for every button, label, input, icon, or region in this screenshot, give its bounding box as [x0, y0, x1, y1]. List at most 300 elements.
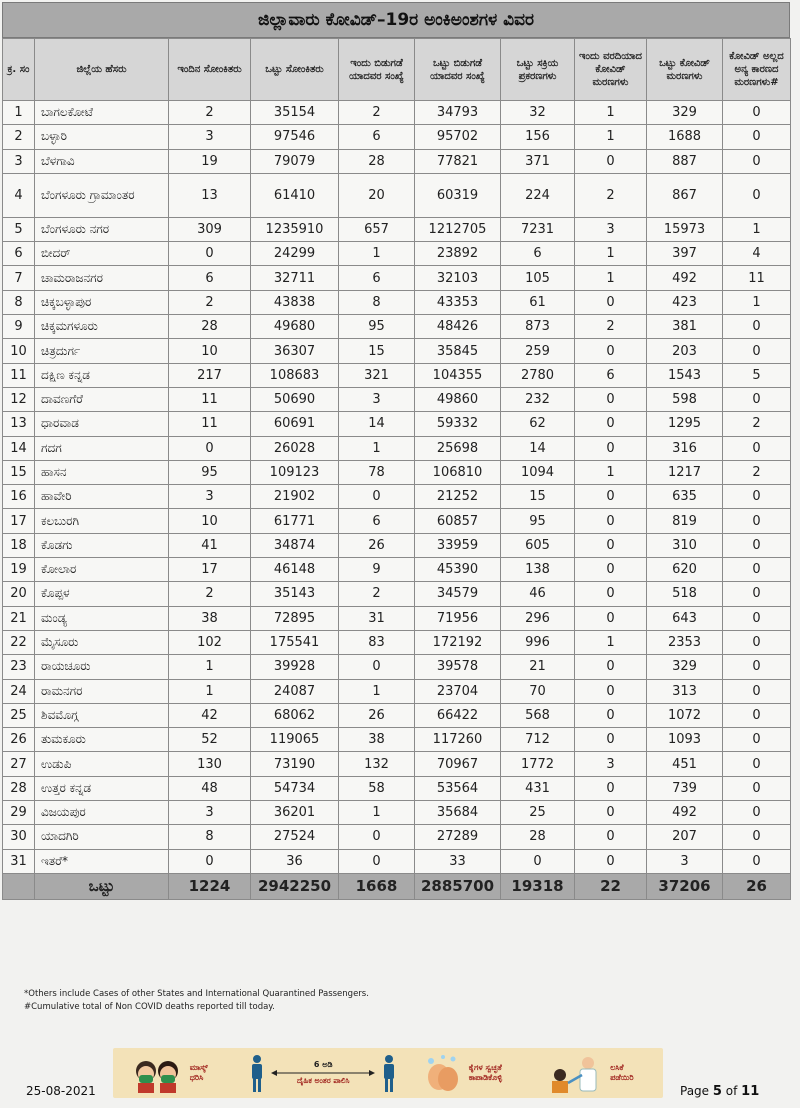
cell-total-deaths: 643: [647, 606, 723, 630]
cell-active-cases: 62: [501, 412, 575, 436]
cell-today-cases: 13: [169, 173, 251, 217]
cell-district: ರಾಯಚೂರು: [35, 655, 169, 679]
cell-non-covid-deaths: 0: [723, 339, 791, 363]
cell-today-deaths: 0: [575, 149, 647, 173]
cell-active-cases: 46: [501, 582, 575, 606]
cell-non-covid-deaths: 0: [723, 703, 791, 727]
cell-today-cases: 309: [169, 217, 251, 241]
district-covid-table: [2, 38, 791, 900]
cell-today-deaths: 1: [575, 125, 647, 149]
cell-non-covid-deaths: 0: [723, 825, 791, 849]
table-row: [3, 125, 791, 149]
banner-vaccine-label: ಲಸಿಕೆ ಪಡೆಯಿರಿ: [610, 1063, 634, 1082]
cell-today-discharged: 2: [339, 101, 415, 125]
cell-today-cases: 8: [169, 825, 251, 849]
cell-non-covid-deaths: 0: [723, 801, 791, 825]
cell-today-deaths: 1: [575, 242, 647, 266]
cell-today-cases: 1: [169, 679, 251, 703]
page-prefix: Page: [680, 1084, 710, 1098]
header-total-discharged: ಒಟ್ಟು ಬಿಡುಗಡೆ ಯಾದವರ ಸಂಖ್ಯೆ: [415, 39, 501, 101]
footnotes: [24, 988, 369, 1014]
cell-today-deaths: 0: [575, 558, 647, 582]
cell-total-cases: 24087: [251, 679, 339, 703]
cell-today-discharged: 6: [339, 509, 415, 533]
cell-serial: 26: [3, 728, 35, 752]
cell-total-cases: 97546: [251, 125, 339, 149]
cell-today-deaths: 0: [575, 387, 647, 411]
total-active-cases: 19318: [501, 873, 575, 899]
cell-active-cases: 1772: [501, 752, 575, 776]
cell-district: ಕಲಬುರಗಿ: [35, 509, 169, 533]
cell-total-deaths: 1093: [647, 728, 723, 752]
cell-active-cases: 224: [501, 173, 575, 217]
cell-total-cases: 79079: [251, 149, 339, 173]
cell-non-covid-deaths: 0: [723, 679, 791, 703]
cell-total-discharged: 77821: [415, 149, 501, 173]
table-header-row: [3, 39, 791, 101]
cell-serial: 9: [3, 315, 35, 339]
distance-marker: [271, 1060, 375, 1086]
person-icon: [249, 1053, 265, 1093]
cell-today-discharged: 83: [339, 630, 415, 654]
cell-today-discharged: 3: [339, 387, 415, 411]
cell-total-discharged: 27289: [415, 825, 501, 849]
cell-today-cases: 48: [169, 776, 251, 800]
cell-non-covid-deaths: 0: [723, 509, 791, 533]
cell-active-cases: 138: [501, 558, 575, 582]
cell-non-covid-deaths: 0: [723, 606, 791, 630]
cell-today-cases: 10: [169, 339, 251, 363]
cell-active-cases: 605: [501, 533, 575, 557]
person-icon-2: [381, 1053, 397, 1093]
cell-today-discharged: 657: [339, 217, 415, 241]
total-serial: [3, 873, 35, 899]
table-row: [3, 217, 791, 241]
cell-total-discharged: 23892: [415, 242, 501, 266]
cell-total-discharged: 48426: [415, 315, 501, 339]
cell-today-cases: 3: [169, 485, 251, 509]
cell-active-cases: 70: [501, 679, 575, 703]
banner-distance: [249, 1053, 397, 1093]
cell-serial: 23: [3, 655, 35, 679]
report-date: 25-08-2021: [26, 1084, 96, 1098]
cell-today-deaths: 0: [575, 290, 647, 314]
cell-non-covid-deaths: 0: [723, 436, 791, 460]
cell-today-deaths: 0: [575, 728, 647, 752]
cell-total-deaths: 3: [647, 849, 723, 873]
cell-active-cases: 61: [501, 290, 575, 314]
total-non-covid-deaths: 26: [723, 873, 791, 899]
cell-serial: 30: [3, 825, 35, 849]
page-current: 5: [712, 1084, 722, 1099]
cell-today-cases: 38: [169, 606, 251, 630]
cell-serial: 19: [3, 558, 35, 582]
cell-non-covid-deaths: 0: [723, 533, 791, 557]
cell-active-cases: 95: [501, 509, 575, 533]
cell-non-covid-deaths: 2: [723, 460, 791, 484]
cell-total-deaths: 620: [647, 558, 723, 582]
total-today-deaths: 22: [575, 873, 647, 899]
cell-today-deaths: 1: [575, 266, 647, 290]
cell-district: ಬೀದರ್: [35, 242, 169, 266]
cell-total-discharged: 106810: [415, 460, 501, 484]
cell-today-discharged: 6: [339, 266, 415, 290]
cell-district: ಯಾದಗಿರಿ: [35, 825, 169, 849]
cell-total-cases: 27524: [251, 825, 339, 849]
cell-active-cases: 28: [501, 825, 575, 849]
cell-total-cases: 109123: [251, 460, 339, 484]
cell-today-deaths: 1: [575, 630, 647, 654]
cell-today-discharged: 78: [339, 460, 415, 484]
cell-total-deaths: 635: [647, 485, 723, 509]
banner-mask-label: ಮಾಸ್ಕ್ ಧರಿಸಿ: [189, 1063, 208, 1082]
cell-total-discharged: 23704: [415, 679, 501, 703]
cell-total-discharged: 1212705: [415, 217, 501, 241]
cell-today-deaths: 1: [575, 460, 647, 484]
cell-today-cases: 0: [169, 849, 251, 873]
table-row: [3, 849, 791, 873]
page-title: ಜಿಲ್ಲಾವಾರು ಕೋವಿಡ್–19ರ ಅಂಕಿಅಂಶಗಳ ವಿವರ: [2, 2, 790, 38]
cell-total-cases: 1235910: [251, 217, 339, 241]
table-row: [3, 728, 791, 752]
cell-today-deaths: 3: [575, 217, 647, 241]
cell-total-deaths: 492: [647, 801, 723, 825]
cell-total-cases: 35143: [251, 582, 339, 606]
cell-serial: 22: [3, 630, 35, 654]
cell-district: ಕೋಲಾರ: [35, 558, 169, 582]
cell-non-covid-deaths: 1: [723, 290, 791, 314]
cell-total-deaths: 518: [647, 582, 723, 606]
cell-today-cases: 3: [169, 125, 251, 149]
cell-total-deaths: 381: [647, 315, 723, 339]
footnote-others: *Others include Cases of other States and International Quarantined Passengers.: [24, 989, 369, 999]
cell-total-cases: 24299: [251, 242, 339, 266]
cell-total-deaths: 1217: [647, 460, 723, 484]
header-today-deaths: ಇಂದು ವರದಿಯಾದ ಕೋವಿಡ್ ಮರಣಗಳು: [575, 39, 647, 101]
total-row: [3, 873, 791, 899]
cell-district: ಚಿತ್ರದುರ್ಗ: [35, 339, 169, 363]
cell-serial: 18: [3, 533, 35, 557]
total-total-discharged: 2885700: [415, 873, 501, 899]
cell-total-cases: 175541: [251, 630, 339, 654]
report-page: [2, 2, 790, 900]
cell-total-deaths: 739: [647, 776, 723, 800]
table-row: [3, 533, 791, 557]
cell-today-cases: 42: [169, 703, 251, 727]
cell-today-deaths: 0: [575, 339, 647, 363]
cell-district: ಮಂಡ್ಯ: [35, 606, 169, 630]
cell-total-cases: 61771: [251, 509, 339, 533]
total-total-cases: 2942250: [251, 873, 339, 899]
cell-total-cases: 35154: [251, 101, 339, 125]
cell-active-cases: 2780: [501, 363, 575, 387]
cell-serial: 21: [3, 606, 35, 630]
cell-district: ಕೊಡಗು: [35, 533, 169, 557]
cell-active-cases: 996: [501, 630, 575, 654]
banner-vaccine: [546, 1053, 644, 1093]
cell-serial: 14: [3, 436, 35, 460]
total-today-cases: 1224: [169, 873, 251, 899]
cell-district: ವಿಜಯಪುರ: [35, 801, 169, 825]
cell-total-deaths: 316: [647, 436, 723, 460]
cell-today-discharged: 0: [339, 485, 415, 509]
table-row: [3, 485, 791, 509]
cell-total-cases: 119065: [251, 728, 339, 752]
cell-today-deaths: 2: [575, 173, 647, 217]
header-today-discharged: ಇಂದು ಬಿಡುಗಡೆ ಯಾದವರ ಸಂಖ್ಯೆ: [339, 39, 415, 101]
banner-hands-label: ಕೈಗಳ ಸ್ವಚ್ಛತೆ ಕಾಪಾಡಿಕೊಳ್ಳಿ: [468, 1063, 503, 1082]
cell-today-deaths: 0: [575, 436, 647, 460]
cell-total-discharged: 33959: [415, 533, 501, 557]
cell-total-discharged: 33: [415, 849, 501, 873]
cell-total-cases: 73190: [251, 752, 339, 776]
cell-total-discharged: 35684: [415, 801, 501, 825]
table-row: [3, 460, 791, 484]
cell-today-cases: 28: [169, 315, 251, 339]
cell-active-cases: 14: [501, 436, 575, 460]
cell-non-covid-deaths: 4: [723, 242, 791, 266]
cell-today-cases: 130: [169, 752, 251, 776]
cell-non-covid-deaths: 0: [723, 728, 791, 752]
cell-district: ಚಿಕ್ಕಬಳ್ಳಾಪುರ: [35, 290, 169, 314]
cell-total-deaths: 15973: [647, 217, 723, 241]
table-row: [3, 149, 791, 173]
cell-total-cases: 61410: [251, 173, 339, 217]
page-total: 11: [741, 1084, 760, 1099]
total-label: ಒಟ್ಟು: [35, 873, 169, 899]
cell-total-discharged: 60319: [415, 173, 501, 217]
cell-total-cases: 68062: [251, 703, 339, 727]
cell-today-cases: 6: [169, 266, 251, 290]
distance-value: 6 ಅಡಿ: [313, 1060, 333, 1069]
cell-non-covid-deaths: 11: [723, 266, 791, 290]
cell-total-cases: 46148: [251, 558, 339, 582]
cell-total-discharged: 95702: [415, 125, 501, 149]
cell-today-discharged: 0: [339, 825, 415, 849]
cell-district: ಧಾರವಾಡ: [35, 412, 169, 436]
cell-active-cases: 6: [501, 242, 575, 266]
cell-total-discharged: 49860: [415, 387, 501, 411]
cell-total-cases: 54734: [251, 776, 339, 800]
cell-serial: 16: [3, 485, 35, 509]
cell-total-deaths: 203: [647, 339, 723, 363]
cell-district: ದಾವಣಗೆರೆ: [35, 387, 169, 411]
cell-total-deaths: 867: [647, 173, 723, 217]
table-row: [3, 290, 791, 314]
cell-non-covid-deaths: 0: [723, 125, 791, 149]
cell-today-deaths: 0: [575, 801, 647, 825]
cell-today-cases: 0: [169, 242, 251, 266]
cell-today-discharged: 20: [339, 173, 415, 217]
cell-non-covid-deaths: 0: [723, 630, 791, 654]
cell-district: ದಕ್ಷಿಣ ಕನ್ನಡ: [35, 363, 169, 387]
cell-non-covid-deaths: 0: [723, 149, 791, 173]
cell-total-deaths: 492: [647, 266, 723, 290]
distance-label: ದೈಹಿಕ ಅಂತರ ಪಾಲಿಸಿ: [296, 1076, 350, 1085]
cell-today-cases: 95: [169, 460, 251, 484]
banner-hands: [423, 1053, 521, 1093]
cell-total-discharged: 59332: [415, 412, 501, 436]
cell-today-deaths: 0: [575, 412, 647, 436]
cell-active-cases: 7231: [501, 217, 575, 241]
cell-serial: 3: [3, 149, 35, 173]
page-number: [680, 1084, 759, 1099]
table-row: [3, 173, 791, 217]
cell-today-deaths: 0: [575, 582, 647, 606]
cell-non-covid-deaths: 0: [723, 776, 791, 800]
cell-total-cases: 60691: [251, 412, 339, 436]
cell-district: ಬೆಂಗಳೂರು ನಗರ: [35, 217, 169, 241]
table-row: [3, 752, 791, 776]
cell-total-deaths: 1543: [647, 363, 723, 387]
cell-today-cases: 2: [169, 101, 251, 125]
cell-district: ತುಮಕೂರು: [35, 728, 169, 752]
table-body: [3, 101, 791, 874]
cell-today-cases: 2: [169, 290, 251, 314]
cell-today-discharged: 1: [339, 242, 415, 266]
cell-active-cases: 232: [501, 387, 575, 411]
cell-total-discharged: 35845: [415, 339, 501, 363]
header-serial: ಕ್ರ. ಸಂ: [3, 39, 35, 101]
cell-total-cases: 43838: [251, 290, 339, 314]
masked-faces-icon: [132, 1053, 184, 1093]
cell-today-discharged: 26: [339, 533, 415, 557]
banner-mask: [132, 1053, 224, 1093]
cell-today-discharged: 1: [339, 436, 415, 460]
cell-serial: 12: [3, 387, 35, 411]
cell-total-deaths: 1295: [647, 412, 723, 436]
cell-total-deaths: 1688: [647, 125, 723, 149]
table-row: [3, 703, 791, 727]
cell-non-covid-deaths: 0: [723, 485, 791, 509]
cell-today-cases: 10: [169, 509, 251, 533]
cell-active-cases: 25: [501, 801, 575, 825]
table-row: [3, 801, 791, 825]
cell-non-covid-deaths: 0: [723, 173, 791, 217]
table-row: [3, 509, 791, 533]
cell-total-discharged: 172192: [415, 630, 501, 654]
cell-active-cases: 21: [501, 655, 575, 679]
table-row: [3, 101, 791, 125]
cell-serial: 25: [3, 703, 35, 727]
cell-total-cases: 36201: [251, 801, 339, 825]
cell-serial: 15: [3, 460, 35, 484]
cell-today-discharged: 38: [339, 728, 415, 752]
cell-today-deaths: 0: [575, 655, 647, 679]
cell-active-cases: 156: [501, 125, 575, 149]
cell-district: ಬೆಂಗಳೂರು ಗ್ರಾಮಾಂತರ: [35, 173, 169, 217]
cell-today-deaths: 0: [575, 485, 647, 509]
cell-today-cases: 217: [169, 363, 251, 387]
cell-district: ಹಾವೇರಿ: [35, 485, 169, 509]
cell-serial: 28: [3, 776, 35, 800]
cell-serial: 6: [3, 242, 35, 266]
cell-total-deaths: 598: [647, 387, 723, 411]
cell-non-covid-deaths: 2: [723, 412, 791, 436]
cell-today-discharged: 28: [339, 149, 415, 173]
table-row: [3, 436, 791, 460]
table-row: [3, 776, 791, 800]
cell-total-discharged: 117260: [415, 728, 501, 752]
cell-today-discharged: 95: [339, 315, 415, 339]
cell-district: ಶಿವಮೊಗ್ಗ: [35, 703, 169, 727]
cell-district: ಉತ್ತರ ಕನ್ನಡ: [35, 776, 169, 800]
cell-serial: 7: [3, 266, 35, 290]
cell-active-cases: 371: [501, 149, 575, 173]
cell-non-covid-deaths: 1: [723, 217, 791, 241]
cell-today-discharged: 132: [339, 752, 415, 776]
cell-today-cases: 52: [169, 728, 251, 752]
cell-non-covid-deaths: 5: [723, 363, 791, 387]
cell-non-covid-deaths: 0: [723, 558, 791, 582]
cell-active-cases: 431: [501, 776, 575, 800]
cell-today-cases: 11: [169, 412, 251, 436]
cell-active-cases: 105: [501, 266, 575, 290]
cell-active-cases: 15: [501, 485, 575, 509]
header-non-covid-deaths: ಕೋವಿಡ್ ಅಲ್ಲದ ಅನ್ಯ ಕಾರಣದ ಮರಣಗಳು#: [723, 39, 791, 101]
cell-total-discharged: 60857: [415, 509, 501, 533]
cell-district: ಗದಗ: [35, 436, 169, 460]
cell-today-deaths: 1: [575, 101, 647, 125]
cell-today-discharged: 14: [339, 412, 415, 436]
cell-today-cases: 2: [169, 582, 251, 606]
cell-active-cases: 0: [501, 849, 575, 873]
cell-total-discharged: 70967: [415, 752, 501, 776]
cell-total-deaths: 887: [647, 149, 723, 173]
cell-today-deaths: 0: [575, 606, 647, 630]
cell-today-cases: 11: [169, 387, 251, 411]
cell-active-cases: 712: [501, 728, 575, 752]
cell-today-discharged: 9: [339, 558, 415, 582]
cell-district: ಕೊಪ್ಪಳ: [35, 582, 169, 606]
header-today-cases: ಇಂದಿನ ಸೋಂಕಿತರು: [169, 39, 251, 101]
cell-today-discharged: 8: [339, 290, 415, 314]
cell-today-cases: 102: [169, 630, 251, 654]
cell-serial: 29: [3, 801, 35, 825]
cell-today-deaths: 6: [575, 363, 647, 387]
cell-district: ಚಾಮರಾಜನಗರ: [35, 266, 169, 290]
cell-district: ಬಾಗಲಕೋಟೆ: [35, 101, 169, 125]
cell-district: ಚಿಕ್ಕಮಗಳೂರು: [35, 315, 169, 339]
cell-today-cases: 1: [169, 655, 251, 679]
table-row: [3, 315, 791, 339]
cell-non-covid-deaths: 0: [723, 387, 791, 411]
table-row: [3, 339, 791, 363]
header-active-cases: ಒಟ್ಟು ಸಕ್ರಿಯ ಪ್ರಕರಣಗಳು: [501, 39, 575, 101]
cell-serial: 4: [3, 173, 35, 217]
table-row: [3, 630, 791, 654]
cell-non-covid-deaths: 0: [723, 315, 791, 339]
cell-total-discharged: 25698: [415, 436, 501, 460]
cell-serial: 2: [3, 125, 35, 149]
cell-today-discharged: 1: [339, 679, 415, 703]
table-row: [3, 655, 791, 679]
cell-today-cases: 17: [169, 558, 251, 582]
cell-non-covid-deaths: 0: [723, 752, 791, 776]
cell-serial: 1: [3, 101, 35, 125]
cell-non-covid-deaths: 0: [723, 101, 791, 125]
cell-today-cases: 41: [169, 533, 251, 557]
cell-total-discharged: 39578: [415, 655, 501, 679]
cell-total-deaths: 2353: [647, 630, 723, 654]
cell-today-deaths: 2: [575, 315, 647, 339]
cell-total-deaths: 1072: [647, 703, 723, 727]
cell-district: ಮೈಸೂರು: [35, 630, 169, 654]
cell-total-deaths: 423: [647, 290, 723, 314]
cell-serial: 5: [3, 217, 35, 241]
cell-today-discharged: 321: [339, 363, 415, 387]
cell-district: ಬೆಳಗಾವಿ: [35, 149, 169, 173]
